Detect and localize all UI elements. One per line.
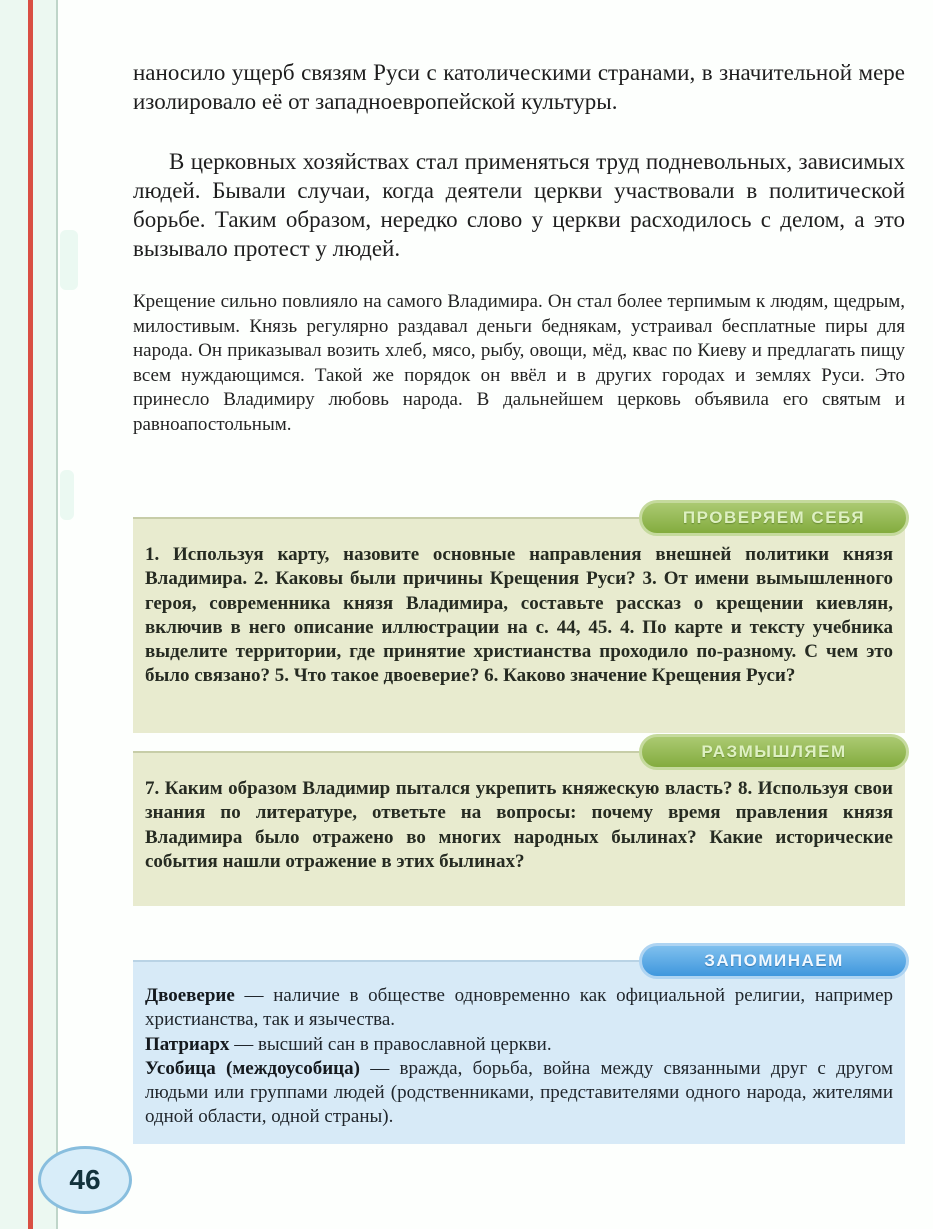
page-number-badge <box>38 1146 132 1214</box>
remember-section <box>133 951 905 1144</box>
scan-smudge <box>60 230 78 290</box>
reflect-section <box>133 742 905 906</box>
check-yourself-questions: 1. Используя карту, назовите основные направления внешней политики князя Владимира. 2. Каковы были причины Крещения Руси? 3. От имени вымышленного героя, современника князя Владимира, составьте рассказ о крещении киевлян, включив в него описание иллюстрации на с. 44, 45. 4. По карте и тексту учебника выделите территории, где принятие христианства проходило по-разному. С чем это было связано? 5. Что такое двоеверие? 6. Каково значение Крещения Руси? <box>145 544 893 687</box>
check-yourself-section <box>133 508 905 733</box>
scan-smudge <box>60 470 74 520</box>
body-paragraph: наносило ущерб связям Руси с католическими странами, в значительной мере изолировало её от западноевропейской культуры. <box>133 60 905 114</box>
reflect-questions: 7. Каким образом Владимир пытался укрепить княжескую власть? 8. Используя свои знания по литературе, ответьте на вопросы: почему время правления князя Владимира было отражено во многих народных былинах? Какие исторические события нашли отражение в этих былинах? <box>145 778 893 872</box>
definition-text: — наличие в обществе одновременно как официальной религии, например христианства, так и язычества. <box>145 985 893 1031</box>
definition-text: — высший сан в православной церкви. <box>229 1033 552 1055</box>
definition-item <box>145 1033 893 1057</box>
page-number: 46 <box>69 1164 101 1195</box>
left-margin-red-stripe <box>28 0 33 1229</box>
body-paragraph: Крещение сильно повлияло на самого Владимира. Он стал более терпимым к людям, щедрым, милостивым. Князь регулярно раздавал деньги беднякам, устраивал бесплатные пиры для народа. Он приказывал возить хлеб, мясо, рыбу, овощи, мёд, квас по Киеву и предлагать пищу всем нуждающимся. Такой же порядок он ввёл и в других городах и землях Руси. Это принесло Владимиру любовь народа. В дальнейшем церковь объявила его святым и равноапостольным. <box>133 291 905 435</box>
definition-item <box>145 984 893 1033</box>
definition-item <box>145 1057 893 1130</box>
remember-header: ЗАПОМИНАЕМ <box>639 943 909 979</box>
check-yourself-header: ПРОВЕРЯЕМ СЕБЯ <box>639 500 909 536</box>
body-paragraph: В церковных хозяйствах стал применяться труд подневольных, зависимых людей. Бывали случаи, когда деятели церкви участвовали в политической борьбе. Таким образом, нередко слово у церкви расходилось с делом, а это вызывало протест у людей. <box>133 149 905 261</box>
definition-term: Двоеверие <box>145 985 235 1006</box>
definition-term: Патриарх <box>145 1033 230 1055</box>
definition-text: — вражда, борьба, война между связанными друг с другом людьми или группами людей (родственниками, представителями одного народа, жителями одной области, одной страны). <box>145 1057 893 1128</box>
page-edge-line <box>56 0 58 1229</box>
definition-term: Усобица (междоусобица) <box>145 1057 360 1079</box>
reflect-header: РАЗМЫШЛЯЕМ <box>639 734 909 770</box>
